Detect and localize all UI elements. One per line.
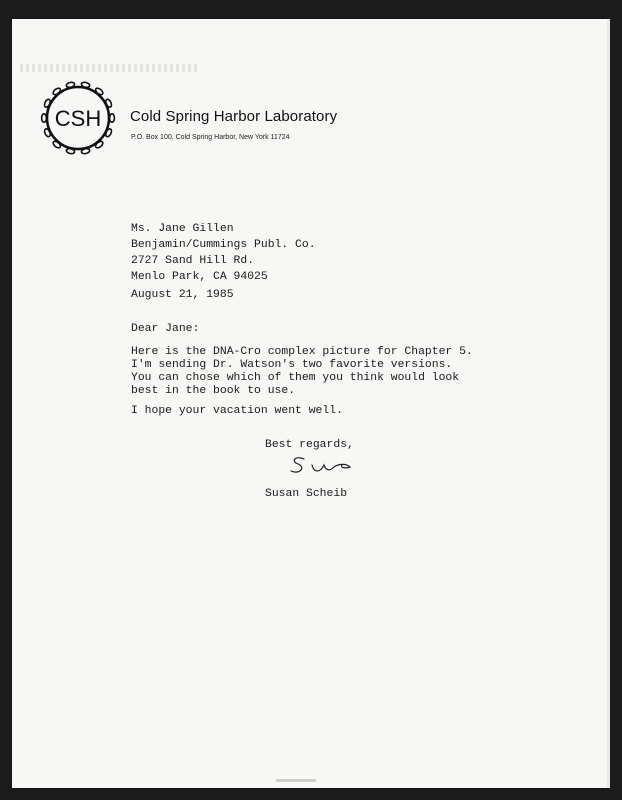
helix-link <box>52 140 62 149</box>
body-paragraph-1 <box>131 346 473 398</box>
body-line: You can chose which of them you think would look <box>131 372 460 384</box>
csh-logo-icon <box>38 78 118 158</box>
body-paragraph-2: I hope your vacation went well. <box>131 405 343 417</box>
logo-monogram: CSH <box>54 106 102 131</box>
faded-stamp-mark <box>20 64 200 72</box>
helix-link <box>110 114 115 122</box>
body-line: best in the book to use. <box>131 385 296 397</box>
recipient-address-block <box>131 221 316 285</box>
recipient-company: Benjamin/Cummings Publ. Co. <box>131 239 316 251</box>
closing: Best regards, <box>265 439 354 451</box>
helix-link <box>52 87 62 96</box>
salutation: Dear Jane: <box>131 323 200 335</box>
helix-link <box>94 140 104 149</box>
recipient-city: Menlo Park, CA 94025 <box>131 271 268 283</box>
signer-name: Susan Scheib <box>265 488 348 500</box>
helix-link <box>94 87 104 96</box>
helix-link <box>42 114 47 122</box>
organization-name: Cold Spring Harbor Laboratory <box>130 108 338 125</box>
handwritten-signature <box>286 449 362 479</box>
body-line: I'm sending Dr. Watson's two favorite versions. <box>131 359 453 371</box>
letter-date: August 21, 1985 <box>131 289 234 301</box>
body-line: Here is the DNA-Cro complex picture for Chapter 5. <box>131 346 473 358</box>
recipient-street: 2727 Sand Hill Rd. <box>131 255 255 267</box>
organization-address: P.O. Box 100, Cold Spring Harbor, New York 11724 <box>131 134 290 141</box>
recipient-name: Ms. Jane Gillen <box>131 223 234 235</box>
page-edge <box>607 19 610 788</box>
footer-mark <box>276 779 316 782</box>
